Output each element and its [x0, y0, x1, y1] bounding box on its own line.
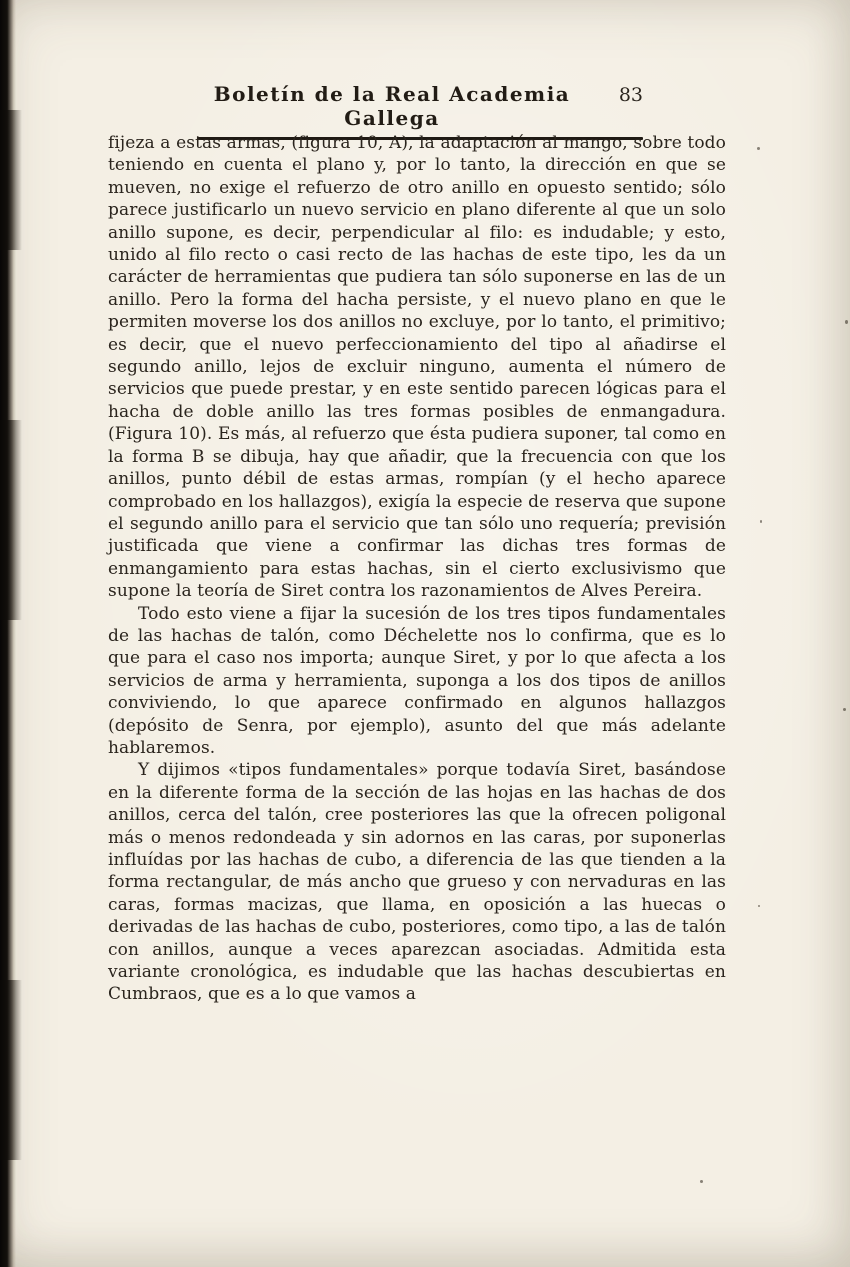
paragraph: Y dijimos «tipos fundamentales» porque todavía Siret, basándose en la diferente forma de la sección de las hojas en las hachas de dos anillos, cerca del talón, cree posteriores las que la ofrecen poligonal más o menos redondeada y sin adornos en las caras, por suponerlas influídas por las hachas de cubo, a diferencia de las que tienden a la forma rectangular, de más ancho que grueso y con nervaduras en las caras, formas macizas, que llama, en oposición a las huecas o derivadas de las hachas de cubo, posteriores, como tipo, a las de talón con anillos, aunque a veces aparezcan asociadas. Admitida esta variante cronológica, es indudable que las hachas descubiertas en Cumbraos, que es a lo que vamos a — [108, 760, 726, 1005]
paragraph: fijeza a estas armas, (figura 10, A), la adaptación al mango, sobre todo teniendo en cuenta el plano y, por lo tanto, la dirección en que se mueven, no exige el refuerzo de otro anillo en opuesto sentido; sólo parece justificarlo un nuevo servicio en plano diferente al que un solo anillo supone, es decir, perpendicular al filo: es indudable; y esto, unido al filo recto o casi recto de las hachas de este tipo, les da un carácter de herramientas que pudiera tan sólo suponerse en las de un anillo. Pero la forma del hacha persiste, y el nuevo plano en que le permiten moverse los dos anillos no excluye, por lo tanto, el primitivo; es decir, que el nuevo perfeccionamiento del tipo al añadirse el segundo anillo, lejos de excluir ninguno, aumenta el número de servicios que puede prestar, y en este sentido parecen lógicas para el hacha de doble anillo las tres formas posibles de enmangadura. (Figura 10). Es más, al refuerzo que ésta pudiera suponer, tal como en la forma B se dibuja, hay que añadir, que la frecuencia con que los anillos, punto débil de estas armas, rompían (y el hecho aparece comprobado en los hallazgos), exigía la especie de reserva que supone el segundo anillo para el servicio que tan sólo uno requería; previsión justificada que viene a confirmar las dichas tres formas de enmangamiento para estas hachas, sin el cierto exclusivismo que supone la teoría de Siret contra los razonamientos de Alves Pereira. — [108, 133, 726, 602]
scan-binding-shadow — [0, 420, 22, 620]
scan-artifact-speck — [700, 1180, 703, 1183]
scan-artifact-speck — [757, 147, 760, 150]
page-number: 83 — [618, 84, 643, 106]
header-row — [197, 82, 643, 130]
text-block — [108, 132, 726, 1006]
journal-title: Boletín de la Real Academia Gallega — [213, 82, 571, 130]
scan-binding-shadow — [0, 980, 22, 1160]
scan-artifact-speck — [843, 708, 846, 711]
scan-artifact-speck — [845, 320, 848, 324]
scan-binding-shadow — [0, 110, 22, 250]
scan-artifact-speck — [758, 905, 760, 907]
paragraph: Todo esto viene a fijar la sucesión de los tres tipos fundamentales de las hachas de talón, como Déchelette nos lo confirma, que es lo que para el caso nos importa; aunque Siret, y por lo que afecta a los servicios de arma y herramienta, suponga a los dos tipos de anillos conviviendo, lo que aparece confirmado en algunos hallazgos (depósito de Senra, por ejemplo), asunto del que más adelante hablaremos. — [108, 603, 726, 758]
scan-artifact-speck — [760, 520, 762, 523]
